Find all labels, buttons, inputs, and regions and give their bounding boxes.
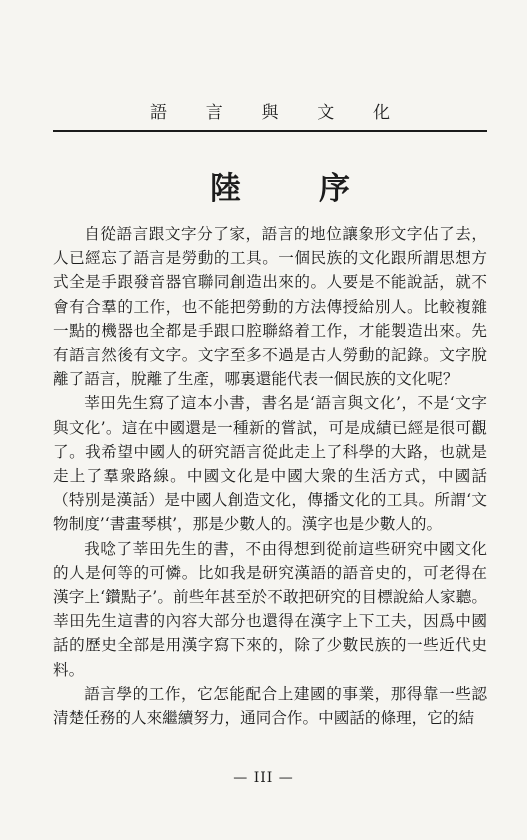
chapter-title (210, 163, 350, 208)
running-head (150, 98, 390, 123)
running-head-char: 文 (317, 103, 335, 123)
body-text (53, 222, 487, 730)
running-head-char: 語 (150, 103, 167, 123)
running-head-char: 與 (261, 103, 279, 123)
paragraph: 自從語言跟文字分了家，語言的地位讓象形文字佔了去，人已經忘了語言是勞動的工具。一個民族的文化跟所謂思想方式全是手跟發音器官聯同創造出來的。人要是不能說話，就不會有合羣的工作，也不能把勞動的方法傳授給別人。比較複雜一點的機器也全都是手跟口腔聯絡着工作，才能製造出來。先有語言然後有文字。文字至多不過是古人勞動的記錄。文字脫離了語言，脫離了生產，哪裏還能代表一個民族的文化呢？ (53, 225, 487, 389)
paragraph: 莘田先生寫了這本小書，書名是‘語言與文化’，不是‘文字與文化’。這在中國還是一種新的嘗試，可是成績已經是很可觀了。我希望中國人的研究語言從此走上了科學的大路，也就是走上了羣衆路線。中國文化是中國大衆的生活方式，中國話（特別是漢話）是中國人創造文化，傳播文化的工具。所謂‘文物制度’‘書畫琴棋’，那是少數人的。漢字也是少數人的。 (53, 394, 487, 534)
running-head-char: 化 (373, 103, 390, 123)
header-rule (53, 130, 487, 132)
paragraph: 語言學的工作，它怎能配合上建國的事業，那得靠一些認清楚任務的人來繼續努力，通同合作。中國話的條理，它的結 (53, 684, 487, 728)
paragraph: 我唸了莘田先生的書，不由得想到從前這些研究中國文化的人是何等的可憐。比如我是研究漢語的語音史的，可老得在漢字上‘鑽點子’。前些年甚至於不敢把研究的目標說給人家聽。莘田先生這書的內容大部分也還得在漢字上下工夫，因爲中國話的歷史全部是用漢字寫下來的，除了少數民族的一些近代史料。 (53, 539, 487, 679)
page-number: — III — (233, 770, 294, 786)
chapter-title-char: 陸 (210, 171, 241, 207)
chapter-title-char: 序 (319, 171, 350, 207)
running-head-char: 言 (205, 103, 223, 123)
